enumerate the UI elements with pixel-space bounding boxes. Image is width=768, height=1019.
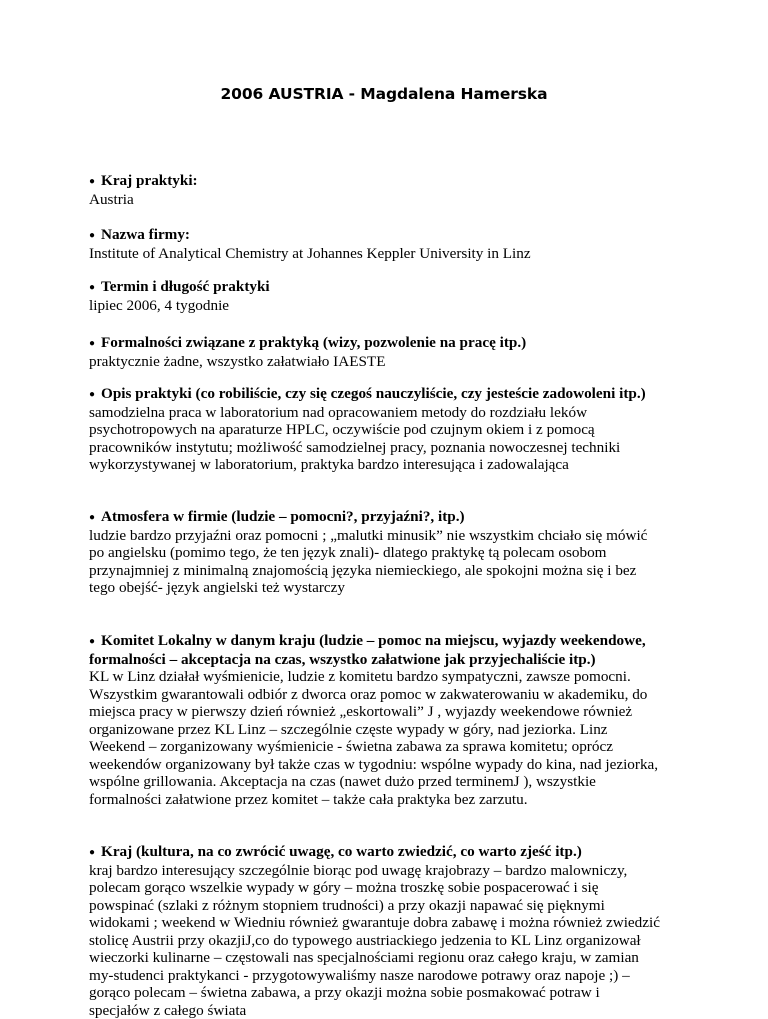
section-heading-text: Komitet Lokalny w danym kraju (ludzie – pomoc na miejscu, wyjazdy weekendowe, (101, 632, 646, 649)
section-heading (89, 508, 689, 527)
section-heading (89, 385, 689, 404)
answer-line: specjałów z całego świata (89, 1002, 689, 1019)
answer-line: polecam gorąco wszelkie wypady w góry – można troszkę sobie pospacerować i się (89, 879, 689, 897)
section-heading-text: Termin i długość praktyki (101, 278, 270, 295)
section-heading (89, 632, 689, 651)
bullet-icon: ● (89, 335, 101, 353)
section-7 (89, 632, 689, 808)
section-answer (89, 245, 689, 263)
answer-line: miejsca pracy w pierwszy dzień również „eskortowali” J , wyjazdy weekendowe również (89, 703, 689, 721)
answer-line: stolicę Austrii przy okazjiJ,co do typowego austriackiego jedzenia to KL Linz organizował (89, 932, 689, 950)
answer-line: samodzielna praca w laboratorium nad opracowaniem metody do rozdziału leków (89, 404, 689, 422)
answer-line: Institute of Analytical Chemistry at Johannes Keppler University in Linz (89, 245, 689, 263)
answer-line: ludzie bardzo przyjaźni oraz pomocni ; „malutki minusik” nie wszystkim chciało się mówić (89, 527, 689, 545)
section-5 (89, 385, 689, 474)
section-heading-text: Kraj praktyki: (101, 172, 198, 189)
section-heading (89, 172, 689, 191)
answer-line: my-studenci praktykanci - przygotowywaliśmy nasze narodowe potrawy oraz napoje ;) – (89, 967, 689, 985)
bullet-icon: ● (89, 509, 101, 527)
answer-line: Austria (89, 191, 689, 209)
bullet-icon: ● (89, 386, 101, 404)
answer-line: psychotropowych na aparaturze HPLC, oczywiście pod czujnym okiem i z pomocą (89, 421, 689, 439)
answer-line: tego obejść- język angielski też wystarczy (89, 579, 689, 597)
section-answer (89, 353, 689, 371)
bullet-icon: ● (89, 844, 101, 862)
section-3 (89, 278, 689, 314)
section-heading-text: Atmosfera w firmie (ludzie – pomocni?, przyjaźni?, itp.) (101, 508, 465, 525)
answer-line: wieczorki kulinarne – częstowali nas specjalnościami regionu oraz całego kraju, w zamian (89, 949, 689, 967)
answer-line: KL w Linz działał wyśmienicie, ludzie z komitetu bardzo sympatyczni, zawsze pomocni. (89, 668, 689, 686)
bullet-icon: ● (89, 633, 101, 651)
section-heading (89, 334, 689, 353)
answer-line: weekendów organizowany był także czas w tygodniu: wspólne wypady do kina, nad jeziorka, (89, 756, 689, 774)
section-1 (89, 172, 689, 208)
answer-line: po angielsku (pomimo tego, że ten język znali)- dlatego praktykę tą polecam osobom (89, 544, 689, 562)
answer-line: kraj bardzo interesujący szczególnie biorąc pod uwagę krajobrazy – bardzo malowniczy, (89, 862, 689, 880)
answer-line: pracowników instytutu; możliwość samodzielnej pracy, poznania nowoczesnej techniki (89, 439, 689, 457)
section-answer (89, 404, 689, 474)
section-heading (89, 843, 689, 862)
answer-line: lipiec 2006, 4 tygodnie (89, 297, 689, 315)
section-4 (89, 334, 689, 370)
section-heading-text: Kraj (kultura, na co zwrócić uwagę, co warto zwiedzić, co warto zjeść itp.) (101, 843, 582, 860)
section-8 (89, 843, 689, 1019)
answer-line: praktycznie żadne, wszystko załatwiało IAESTE (89, 353, 689, 371)
section-heading-text: Nazwa firmy: (101, 226, 190, 243)
bullet-icon: ● (89, 173, 101, 191)
section-2 (89, 226, 689, 262)
answer-line: formalności załatwione przez komitet – także cała praktyka bez zarzutu. (89, 791, 689, 809)
section-heading (89, 226, 689, 245)
section-heading-continuation: formalności – akceptacja na czas, wszystko załatwione jak przyjechaliście itp.) (89, 651, 689, 669)
section-heading (89, 278, 689, 297)
answer-line: przynajmniej z minimalną znajomością języka niemieckiego, ale spokojni można się i bez (89, 562, 689, 580)
answer-line: wykorzystywanej w laboratorium, praktyka bardzo interesująca i zadowalająca (89, 456, 689, 474)
section-answer (89, 191, 689, 209)
answer-line: Weekend – zorganizowany wyśmienicie - świetna zabawa za sprawa komitetu; oprócz (89, 738, 689, 756)
section-answer (89, 668, 689, 808)
answer-line: widokami ; weekend w Wiedniu również gwarantuje dobra zabawę i można również zwiedzić (89, 914, 689, 932)
section-answer (89, 527, 689, 597)
section-6 (89, 508, 689, 597)
section-heading-text: Formalności związane z praktyką (wizy, pozwolenie na pracę itp.) (101, 334, 526, 351)
answer-line: powspinać (szlaki z różnym stopniem trudności) a przy okazji napawać się pięknymi (89, 897, 689, 915)
answer-line: Wszystkim gwarantowali odbiór z dworca oraz pomoc w zakwaterowaniu w akademiku, do (89, 686, 689, 704)
bullet-icon: ● (89, 279, 101, 297)
answer-line: wspólne grillowania. Akceptacja na czas (nawet dużo przed terminemJ ), wszystkie (89, 773, 689, 791)
answer-line: organizowane przez KL Linz – szczególnie częste wypady w góry, nad jeziorka. Linz (89, 721, 689, 739)
section-answer (89, 297, 689, 315)
answer-line: gorąco polecam – świetna zabawa, a przy okazji można sobie posmakować potraw i (89, 984, 689, 1002)
document-title: 2006 AUSTRIA - Magdalena Hamerska (89, 84, 679, 104)
section-heading-text: Opis praktyki (co robiliście, czy się czegoś nauczyliście, czy jesteście zadowoleni itp.) (101, 385, 646, 402)
section-answer (89, 862, 689, 1019)
bullet-icon: ● (89, 227, 101, 245)
